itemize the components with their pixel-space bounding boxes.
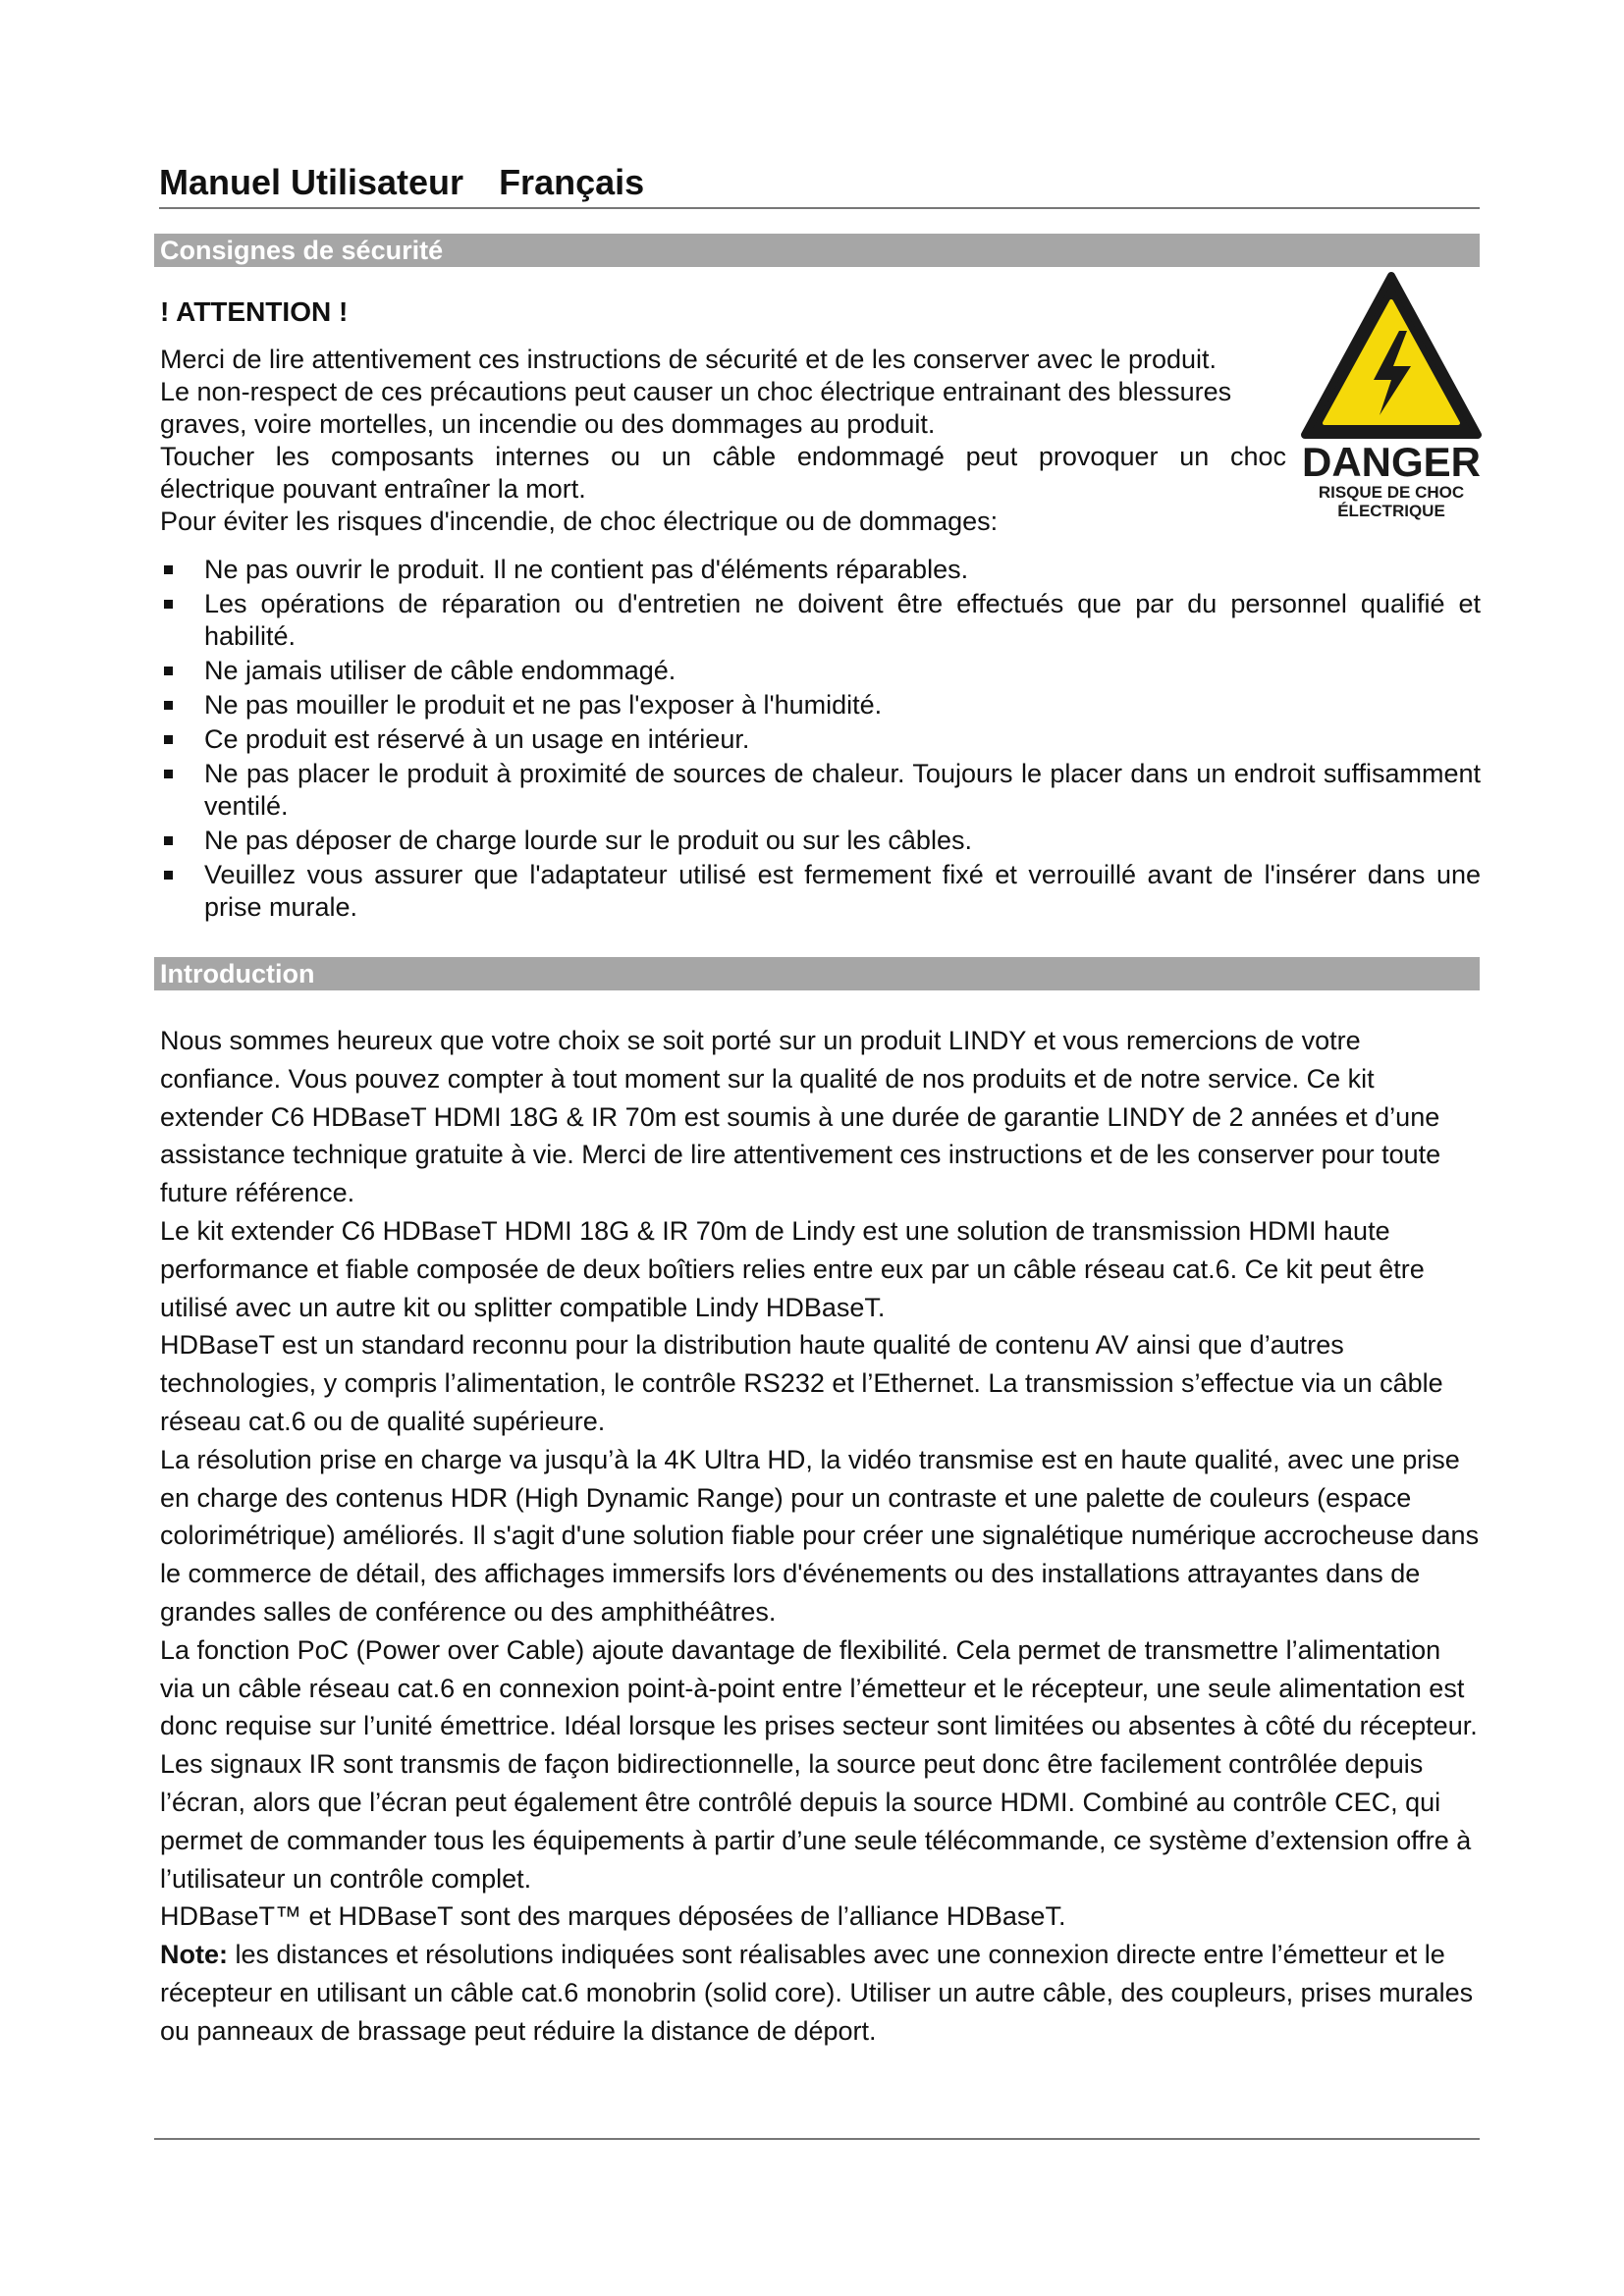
introduction-section-bar: Introduction xyxy=(154,957,1480,990)
warning-line: Le non-respect de ces précautions peut causer un choc électrique entrainant des blessures xyxy=(160,377,1232,406)
attention-heading: ! ATTENTION ! xyxy=(160,296,349,327)
intro-paragraph: Nous sommes heureux que votre choix se soit porté sur un produit LINDY et vous remercions de votre confiance. Vous pouvez compter à tout moment sur la qualité de nos produits et de notre service. Ce kit extender C6 HDBaseT HDMI 18G & IR 70m est soumis à une durée de garantie LINDY de 2 années et d’une assistance technique gratuite à vie. Merci de lire attentivement ces instructions et de les conserver pour toute future référence. xyxy=(160,1026,1441,1208)
intro-paragraph: La résolution prise en charge va jusqu’à la 4K Ultra HD, la vidéo transmise est en haute qualité, avec une prise en charge des contenus HDR (High Dynamic Range) pour un contraste et une palette de couleurs (espace colorimétrique) améliorés. Il s'agit d'une solution fiable pour créer une signalétique numérique accrocheuse dans le commerce de détail, des affichages immersifs lors d'événements ou des installations attrayantes dans de grandes salles de conférence ou des amphithéâtres. xyxy=(160,1444,1480,1627)
safety-warning-text xyxy=(160,344,1286,538)
safety-section-bar: Consignes de sécurité xyxy=(154,234,1480,267)
page-header xyxy=(159,162,1480,209)
warning-line: électrique pouvant entraîner la mort. xyxy=(160,474,586,504)
list-item: Ce produit est réservé à un usage en intérieur. xyxy=(160,723,1481,756)
language-label: Français xyxy=(499,162,645,202)
danger-line-1: RISQUE DE CHOC xyxy=(1318,483,1465,502)
footer-divider xyxy=(154,2138,1480,2140)
manual-title: Manuel Utilisateur xyxy=(159,162,464,202)
danger-electric-shock-icon xyxy=(1301,270,1483,525)
warning-line: Pour éviter les risques d'incendie, de choc électrique ou de dommages: xyxy=(160,507,999,536)
warning-line: Toucher les composants internes ou un câble endommagé peut provoquer un choc xyxy=(160,442,1286,471)
list-item: Ne pas déposer de charge lourde sur le produit ou sur les câbles. xyxy=(160,825,1481,857)
introduction-text xyxy=(160,1022,1481,2051)
list-item: Ne jamais utiliser de câble endommagé. xyxy=(160,655,1481,687)
intro-paragraph: HDBaseT est un standard reconnu pour la distribution haute qualité de contenu AV ainsi que d’autres technologies, y compris l’alimentation, le contrôle RS232 et l’Ethernet. La transmission s’effectue via un câble réseau cat.6 ou de qualité supérieure. xyxy=(160,1330,1443,1436)
note-paragraph xyxy=(160,1936,1481,2050)
note-label: Note: xyxy=(160,1940,228,1970)
list-item: Ne pas placer le produit à proximité de sources de chaleur. Toujours le placer dans un endroit suffisamment ventilé. xyxy=(160,758,1481,823)
intro-paragraph: Le kit extender C6 HDBaseT HDMI 18G & IR 70m de Lindy est une solution de transmission HDMI haute performance et fiable composée de deux boîtiers relies entre eux par un câble réseau cat.6. Ce kit peut être utilisé avec un autre kit ou splitter compatible Lindy HDBaseT. xyxy=(160,1215,1425,1322)
warning-line: Merci de lire attentivement ces instructions de sécurité et de les conserver avec le produit. xyxy=(160,345,1218,374)
intro-paragraph: HDBaseT™ et HDBaseT sont des marques déposées de l’alliance HDBaseT. xyxy=(160,1901,1066,1932)
list-item: Veuillez vous assurer que l'adaptateur utilisé est fermement fixé et verrouillé avant de l'insérer dans une prise murale. xyxy=(160,859,1481,924)
danger-word: DANGER xyxy=(1301,439,1482,485)
safety-bullet-list xyxy=(160,554,1481,926)
list-item: Les opérations de réparation ou d'entretien ne doivent être effectués que par du personnel qualifié et habilité. xyxy=(160,588,1481,653)
intro-paragraph: La fonction PoC (Power over Cable) ajoute davantage de flexibilité. Cela permet de transmettre l’alimentation via un câble réseau cat.6 en connexion point-à-point entre l’émetteur et le récepteur, une seule alimentation est donc requise sur l’unité émettrice. Idéal lorsque les prises secteur sont limitées ou absentes à côté du récepteur. Les signaux IR sont transmis de façon bidirectionnelle, la source peut donc être facilement contrôlée depuis l’écran, alors que l’écran peut également être contrôlé depuis la source HDMI. Combiné au contrôle CEC, qui permet de commander tous les équipements à partir d’une seule télécommande, ce système d’extension offre à l’utilisateur un contrôle complet. xyxy=(160,1634,1478,1894)
warning-line: graves, voire mortelles, un incendie ou des dommages au produit. xyxy=(160,409,936,439)
danger-line-2: ÉLECTRIQUE xyxy=(1337,502,1445,520)
list-item: Ne pas mouiller le produit et ne pas l'exposer à l'humidité. xyxy=(160,689,1481,721)
list-item: Ne pas ouvrir le produit. Il ne contient pas d'éléments réparables. xyxy=(160,554,1481,586)
note-text: les distances et résolutions indiquées sont réalisables avec une connexion directe entre l’émetteur et le récepteur en utilisant un câble cat.6 monobrin (solid core). Utiliser un autre câble, des coupleurs, prises murales ou panneaux de brassage peut réduire la distance de déport. xyxy=(160,1940,1474,2046)
